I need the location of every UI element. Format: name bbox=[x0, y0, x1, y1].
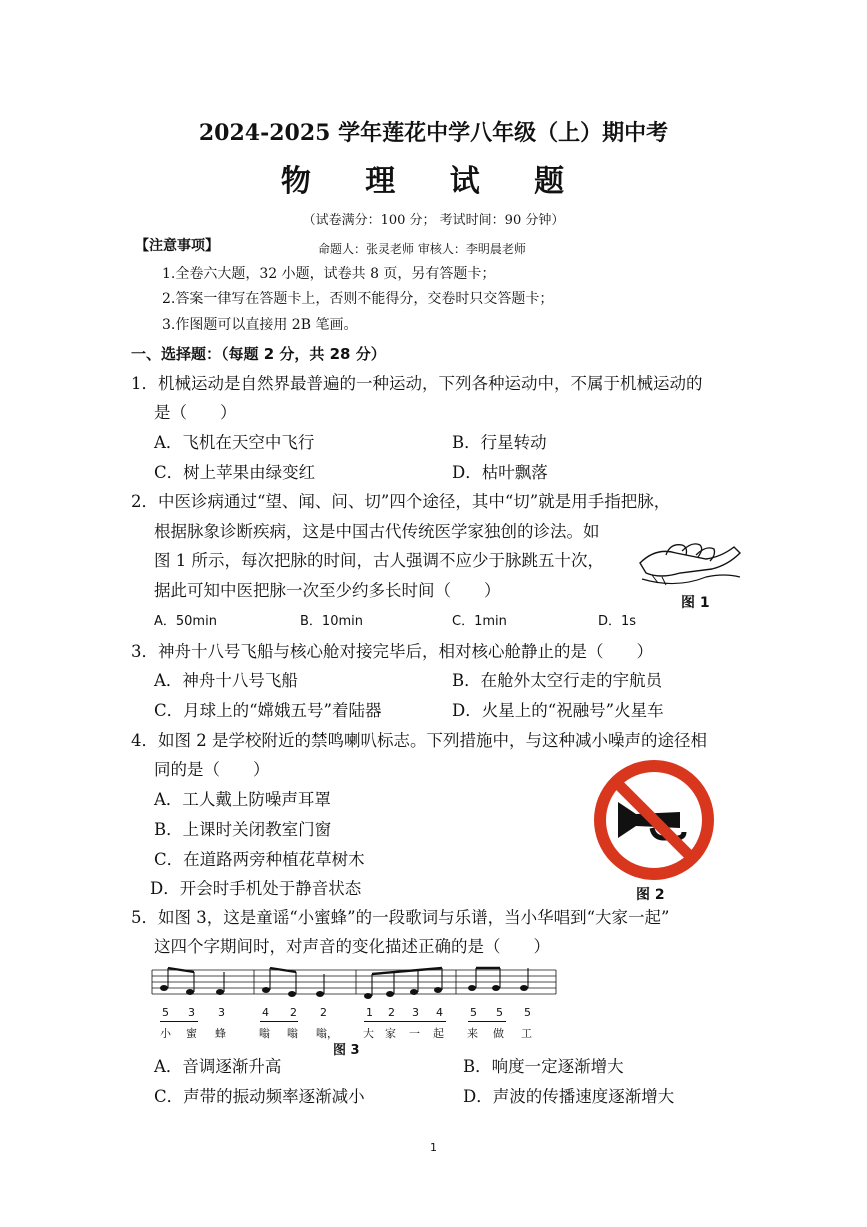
option-b: B．行星转动 bbox=[452, 433, 547, 452]
page-number: 1 bbox=[430, 1141, 437, 1154]
authors: 命题人：张灵老师 审核人：李明晨老师 bbox=[318, 242, 526, 256]
lyric: 蜂 bbox=[215, 1027, 226, 1040]
lyric: 一 bbox=[409, 1027, 420, 1040]
question-5-text: 这四个字期间时，对声音的变化描述正确的是（ ） bbox=[154, 937, 550, 956]
option-c: C．在道路两旁种植花草树木 bbox=[154, 850, 365, 869]
option-a: A．飞机在天空中飞行 bbox=[154, 433, 315, 452]
lyric: 大 bbox=[363, 1027, 374, 1040]
score-number: 2 bbox=[290, 1006, 297, 1019]
option-a: A．工人戴上防噪声耳罩 bbox=[154, 790, 331, 809]
exam-meta: （试卷满分：100 分； 考试时间：90 分钟） bbox=[302, 213, 565, 228]
score-number: 5 bbox=[524, 1006, 531, 1019]
score-number: 4 bbox=[262, 1006, 269, 1019]
score-number: 3 bbox=[412, 1006, 419, 1019]
lyric: 家 bbox=[385, 1027, 396, 1040]
no-horn-sign-icon bbox=[592, 758, 716, 882]
score-underline bbox=[260, 1021, 298, 1022]
lyric: 做 bbox=[493, 1027, 504, 1040]
question-2-text: 根据脉象诊断疾病，这是中国古代传统医学家独创的诊法。如 bbox=[154, 522, 600, 541]
score-number: 5 bbox=[470, 1006, 477, 1019]
option-b: B．上课时关闭教室门窗 bbox=[154, 820, 332, 839]
score-number: 5 bbox=[496, 1006, 503, 1019]
question-5-text: 5．如图 3，这是童谣“小蜜蜂”的一段歌词与乐谱，当小华唱到“大家一起” bbox=[131, 908, 670, 927]
option-a: A．神舟十八号飞船 bbox=[154, 671, 298, 690]
notice-item: 2.答案一律写在答题卡上，否则不能得分，交卷时只交答题卡； bbox=[162, 291, 554, 307]
lyric: 工 bbox=[521, 1027, 532, 1040]
notice-heading: 【注意事项】 bbox=[135, 238, 219, 254]
option-b: B．在舱外太空行走的宇航员 bbox=[452, 671, 663, 690]
question-2-text: 2．中医诊病通过“望、闻、问、切”四个途径，其中“切”就是用手指把脉， bbox=[131, 492, 671, 511]
exam-title: 2024-2025 学年莲花中学八年级（上）期中考 bbox=[198, 120, 669, 146]
question-1-text: 1．机械运动是自然界最普遍的一种运动，下列各种运动中，不属于机械运动的 bbox=[131, 374, 703, 393]
question-3-text: 3．神舟十八号飞船与核心舱对接完毕后，相对核心舱静止的是（ ） bbox=[131, 642, 653, 661]
score-number: 4 bbox=[436, 1006, 443, 1019]
lyric: 小 bbox=[160, 1027, 171, 1040]
lyric: 蜜 bbox=[186, 1027, 197, 1040]
question-2-text: 据此可知中医把脉一次至少约多长时间（ ） bbox=[154, 581, 501, 600]
lyric: 来 bbox=[467, 1027, 478, 1040]
score-number: 2 bbox=[388, 1006, 395, 1019]
option-a: A．50min bbox=[154, 614, 217, 629]
question-1-text: 是（ ） bbox=[154, 403, 237, 422]
option-b: B．响度一定逐渐增大 bbox=[463, 1057, 624, 1076]
question-2-text: 图 1 所示，每次把脉的时间，古人强调不应少于脉跳五十次， bbox=[154, 551, 604, 570]
option-d: D．开会时手机处于静音状态 bbox=[150, 879, 362, 898]
score-underline bbox=[160, 1021, 198, 1022]
option-c: C．月球上的“嫦娥五号”着陆器 bbox=[154, 701, 382, 720]
option-d: D．声波的传播速度逐渐增大 bbox=[463, 1087, 675, 1106]
notice-item: 3.作图题可以直接用 2B 笔画。 bbox=[162, 317, 358, 333]
pulse-hand-illustration bbox=[636, 533, 746, 593]
lyric: 起 bbox=[433, 1027, 444, 1040]
score-number: 2 bbox=[320, 1006, 327, 1019]
lyric: 嗡， bbox=[316, 1027, 338, 1040]
option-b: B．10min bbox=[300, 614, 363, 629]
score-number: 3 bbox=[188, 1006, 195, 1019]
option-c: C．声带的振动频率逐渐减小 bbox=[154, 1087, 365, 1106]
option-c: C．1min bbox=[452, 614, 507, 629]
notice-item: 1.全卷六大题，32 小题，试卷共 8 页，另有答题卡； bbox=[162, 266, 496, 282]
score-underline bbox=[468, 1021, 506, 1022]
score-number: 3 bbox=[218, 1006, 225, 1019]
option-a: A．音调逐渐升高 bbox=[154, 1057, 282, 1076]
score-underline bbox=[364, 1021, 446, 1022]
subject-title: 物 理 试 题 bbox=[280, 164, 587, 199]
option-d: D．火星上的“祝融号”火星车 bbox=[452, 701, 664, 720]
figure-3-label: 图 3 bbox=[333, 1043, 360, 1058]
score-number: 1 bbox=[366, 1006, 373, 1019]
option-d: D．枯叶飘落 bbox=[452, 463, 548, 482]
figure-1-label: 图 1 bbox=[681, 595, 710, 611]
lyric: 嗡 bbox=[287, 1027, 298, 1040]
option-c: C．树上苹果由绿变红 bbox=[154, 463, 316, 482]
question-4-text: 4．如图 2 是学校附近的禁鸣喇叭标志。下列措施中，与这种减小噪声的途径相 bbox=[131, 731, 707, 750]
question-4-text: 同的是（ ） bbox=[154, 760, 270, 779]
figure-2-label: 图 2 bbox=[636, 887, 665, 903]
score-number: 5 bbox=[162, 1006, 169, 1019]
section-heading: 一、选择题：（每题 2 分，共 28 分） bbox=[131, 345, 386, 363]
music-staff bbox=[150, 964, 560, 1002]
option-d: D．1s bbox=[598, 614, 637, 629]
lyric: 嗡 bbox=[259, 1027, 270, 1040]
